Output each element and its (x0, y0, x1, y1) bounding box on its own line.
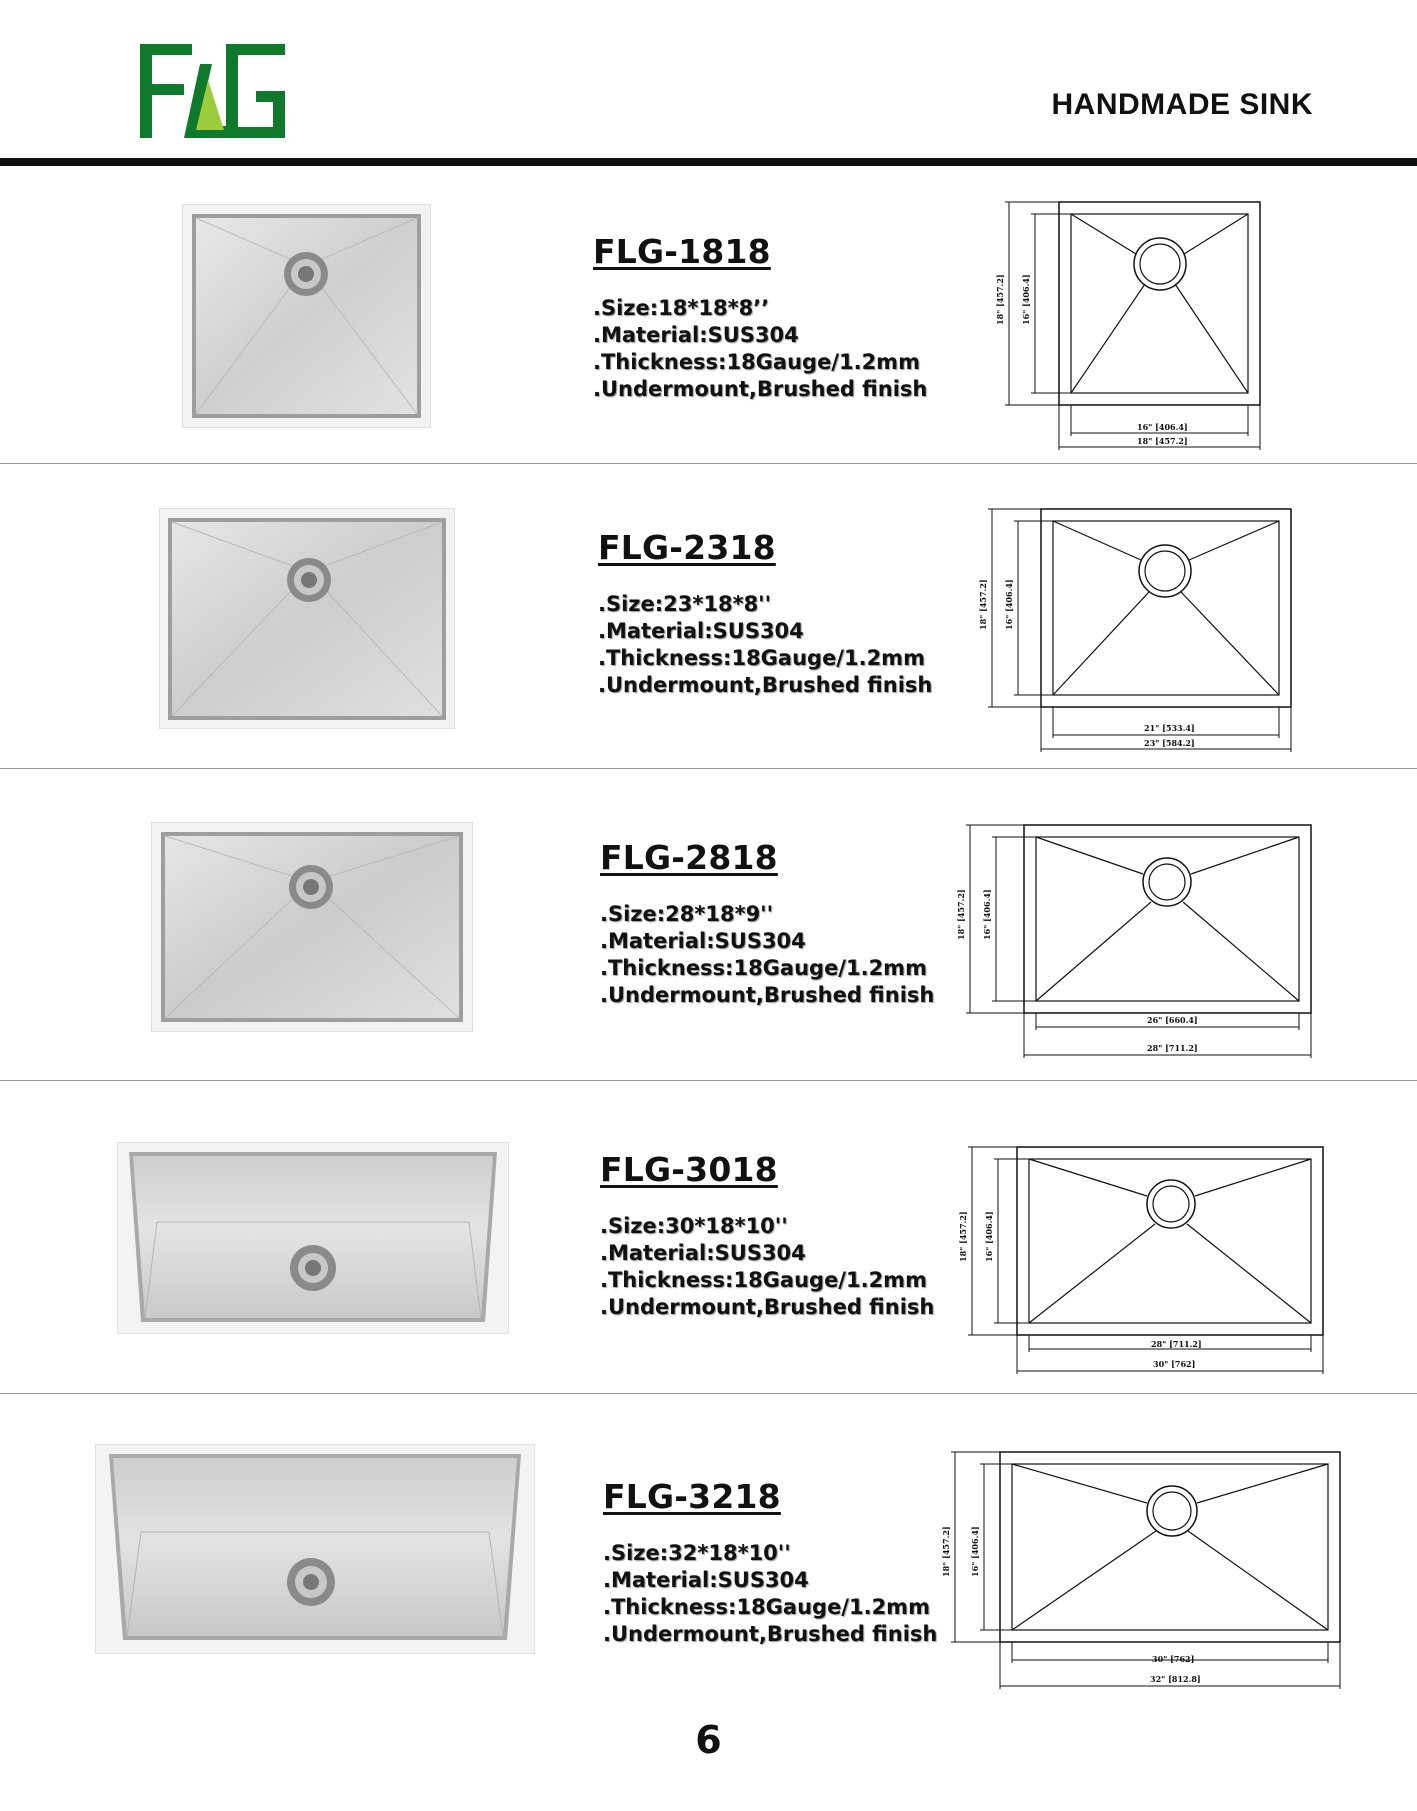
inner-depth-label: 16" [406.4] (984, 1211, 994, 1262)
inner-depth-label: 16" [406.4] (1021, 274, 1031, 325)
spec-mounting: .Undermount,Brushed finish (603, 1622, 938, 1646)
spec-thickness: .Thickness:18Gauge/1.2mm (598, 646, 925, 670)
spec-material: .Material:SUS304 (600, 1241, 806, 1265)
inner-depth-label: 16" [406.4] (970, 1526, 980, 1577)
model-name: FLG-2318 (598, 528, 776, 567)
outer-depth-label: 18" [457.2] (958, 1211, 968, 1262)
product-spec (598, 528, 932, 699)
row-divider (0, 1080, 1417, 1081)
outer-width-label: 28" [711.2] (1147, 1043, 1198, 1053)
outer-width-label: 18" [457.2] (1137, 436, 1188, 446)
product-spec (600, 838, 934, 1009)
outer-width-label: 30" [762] (1153, 1359, 1196, 1369)
dimension-drawing (942, 1449, 1344, 1689)
inner-width-label: 30" [762] (1152, 1654, 1195, 1664)
dimension-drawing (955, 1144, 1327, 1374)
spec-mounting: .Undermount,Brushed finish (600, 1295, 935, 1319)
row-divider (0, 1393, 1417, 1394)
header-rule (0, 158, 1417, 166)
outer-depth-label: 18" [457.2] (956, 889, 966, 940)
row-divider (0, 463, 1417, 464)
dimension-drawing (953, 822, 1315, 1058)
outer-depth-label: 18" [457.2] (978, 579, 988, 630)
spec-size: .Size:32*18*10'' (603, 1541, 791, 1565)
sink-photo (151, 822, 473, 1032)
outer-depth-label: 18" [457.2] (941, 1526, 951, 1577)
section-title: HANDMADE SINK (1051, 88, 1313, 121)
dimension-drawing (995, 198, 1265, 450)
outer-width-label: 32" [812.8] (1150, 1674, 1201, 1684)
inner-depth-label: 16" [406.4] (1004, 579, 1014, 630)
model-name: FLG-3218 (603, 1477, 781, 1516)
spec-size: .Size:23*18*8'' (598, 592, 772, 616)
row-divider (0, 768, 1417, 769)
sink-photo (159, 508, 455, 729)
spec-size: .Size:30*18*10'' (600, 1214, 788, 1238)
inner-width-label: 26" [660.4] (1147, 1015, 1198, 1025)
spec-thickness: .Thickness:18Gauge/1.2mm (603, 1595, 930, 1619)
spec-mounting: .Undermount,Brushed finish (598, 673, 933, 697)
spec-material: .Material:SUS304 (603, 1568, 809, 1592)
model-name: FLG-1818 (593, 232, 771, 271)
model-name: FLG-3018 (600, 1150, 778, 1189)
spec-size: .Size:28*18*9'' (600, 902, 774, 926)
inner-width-label: 28" [711.2] (1151, 1339, 1202, 1349)
inner-width-label: 16" [406.4] (1137, 422, 1188, 432)
outer-width-label: 23" [584.2] (1144, 738, 1195, 748)
product-spec (603, 1477, 937, 1648)
outer-depth-label: 18" [457.2] (995, 274, 1005, 325)
model-name: FLG-2818 (600, 838, 778, 877)
dimension-drawing (976, 506, 1294, 752)
product-spec (600, 1150, 934, 1321)
spec-mounting: .Undermount,Brushed finish (600, 983, 935, 1007)
spec-material: .Material:SUS304 (600, 929, 806, 953)
brand-logo (140, 44, 285, 138)
sink-photo (117, 1142, 509, 1334)
inner-width-label: 21" [533.4] (1144, 723, 1195, 733)
page-number: 6 (695, 1718, 722, 1762)
sink-photo (182, 204, 431, 428)
spec-thickness: .Thickness:18Gauge/1.2mm (600, 1268, 927, 1292)
spec-thickness: .Thickness:18Gauge/1.2mm (600, 956, 927, 980)
spec-thickness: .Thickness:18Gauge/1.2mm (593, 350, 920, 374)
product-spec (593, 232, 927, 403)
spec-material: .Material:SUS304 (593, 323, 799, 347)
spec-size: .Size:18*18*8’’ (593, 296, 770, 320)
sink-photo (95, 1444, 535, 1654)
inner-depth-label: 16" [406.4] (982, 889, 992, 940)
spec-mounting: .Undermount,Brushed finish (593, 377, 928, 401)
spec-material: .Material:SUS304 (598, 619, 804, 643)
